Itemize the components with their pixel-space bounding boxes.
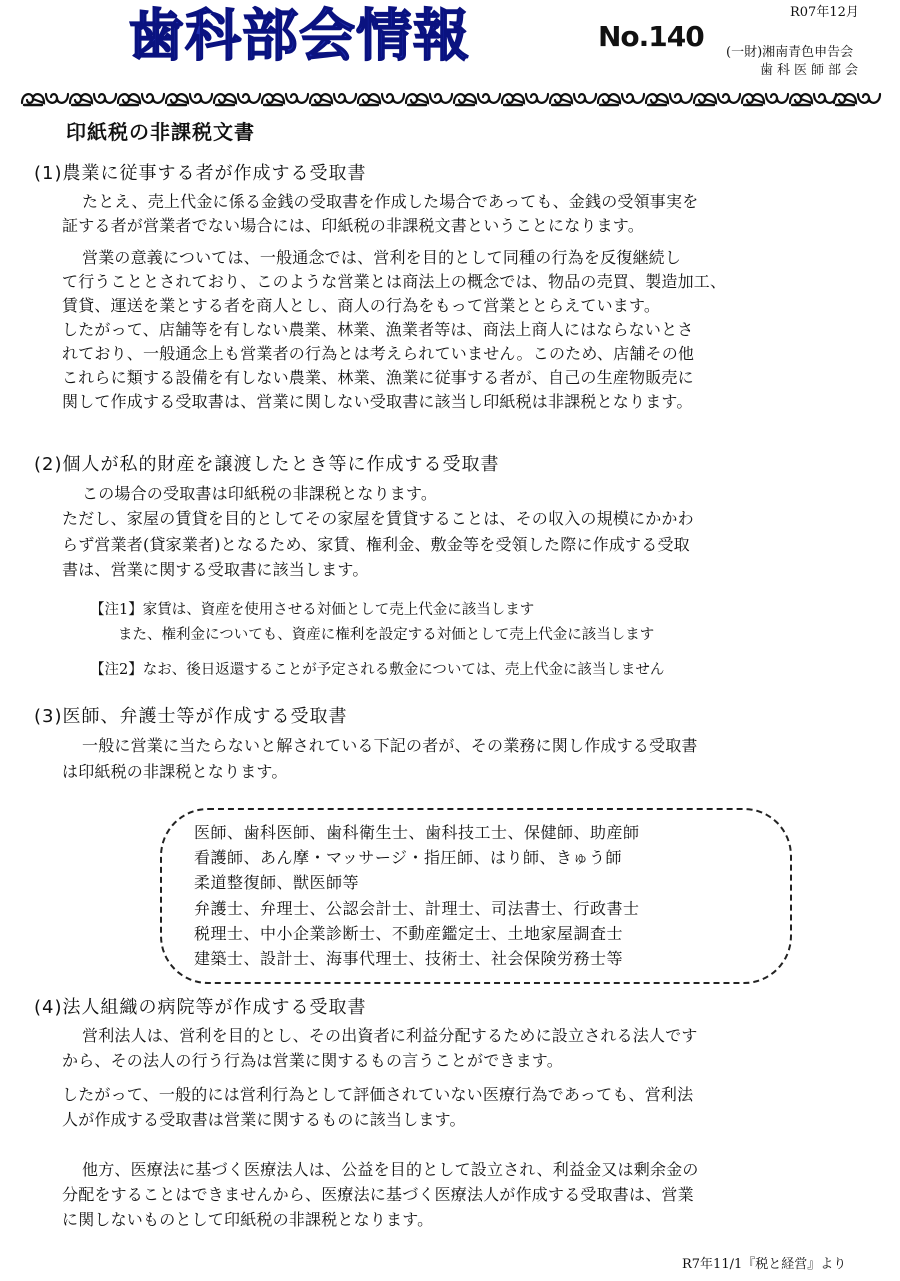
section4-heading: (4)法人組織の病院等が作成する受取書 [34, 997, 367, 1018]
publisher-section: 歯科医師部会 [760, 63, 863, 78]
paragraph-line: 賃貸、運送を業とする者を商人とし、商人の行為をもって営業ととらえています。 [62, 296, 661, 315]
paragraph-line: したがって、店舗等を有しない農業、林業、漁業者等は、商法上商人にはならないとさ [62, 320, 694, 339]
note-2: 【注2】なお、後日返還することが予定される敷金については、売上代金に該当しません [90, 662, 665, 678]
profession-list-line: 税理士、中小企業診断士、不動産鑑定士、土地家屋調査士 [194, 924, 624, 943]
paragraph-line: 証する者が営業者でない場合には、印紙税の非課税文書ということになります。 [62, 216, 644, 235]
issue-number: No.140 [598, 20, 704, 53]
paragraph-line: 営利法人は、営利を目的とし、その出資者に利益分配するために設立される法人です [82, 1026, 698, 1045]
profession-list-line: 弁護士、弁理士、公認会計士、計理士、司法書士、行政書士 [194, 899, 640, 918]
paragraph-line: 営業の意義については、一般通念では、営利を目的として同種の行為を反復継続し [82, 248, 682, 267]
paragraph-line: 書は、営業に関する受取書に該当します。 [62, 560, 369, 579]
paragraph-line: れており、一般通念上も営業者の行為とは考えられていません。このため、店舗その他 [62, 344, 695, 363]
paragraph-line: 関して作成する受取書は、営業に関しない受取書に該当し印紙税は非課税となります。 [62, 392, 693, 411]
source-citation: R7年11/1『税と経営』より [682, 1257, 847, 1272]
section3-heading: (3)医師、弁護士等が作成する受取書 [34, 706, 348, 727]
paragraph-line: は印紙税の非課税となります。 [62, 762, 288, 781]
paragraph-line: これらに類する設備を有しない農業、林業、漁業に従事する者が、自己の生産物販売に [62, 368, 694, 387]
paragraph-line: に関しないものとして印紙税の非課税となります。 [62, 1210, 434, 1229]
masthead-title: 歯科部会情報 [128, 4, 470, 69]
paragraph-line: 他方、医療法に基づく医療法人は、公益を目的として設立され、利益金又は剰余金の [82, 1160, 699, 1179]
paragraph-line: 人が作成する受取書は営業に関するものに該当します。 [62, 1110, 466, 1129]
publisher-name: (一財)湘南青色申告会 [726, 45, 854, 60]
profession-list-line: 医師、歯科医師、歯科衛生士、歯科技工士、保健師、助産師 [194, 823, 640, 842]
paragraph-line: ただし、家屋の賃貸を目的としてその家屋を賃貸することは、その収入の規模にかかわ [62, 509, 694, 528]
paragraph-line: 分配をすることはできませんから、医療法に基づく医療法人が作成する受取書は、営業 [62, 1185, 694, 1204]
section2-heading: (2)個人が私的財産を譲渡したとき等に作成する受取書 [34, 454, 500, 475]
section1-heading: (1)農業に従事する者が作成する受取書 [34, 163, 367, 184]
profession-list-line: 建築士、設計士、海事代理士、技術士、社会保険労務士等 [194, 949, 624, 968]
paragraph-line: したがって、一般的には営利行為として評価されていない医療行為であっても、営利法 [62, 1085, 694, 1104]
decorative-divider [20, 88, 882, 110]
note-1: 【注1】家賃は、資産を使用させる対価として売上代金に該当します [90, 602, 535, 618]
paragraph-line: らず営業者(貸家業者)となるため、家賃、権利金、敷金等を受領した際に作成する受取 [62, 535, 690, 554]
profession-list-line: 看護師、あん摩・マッサージ・指圧師、はり師、きゅう師 [194, 848, 623, 867]
paragraph-line: て行うこととされており、このような営業とは商法上の概念では、物品の売買、製造加工、 [62, 272, 727, 291]
page-title: 印紙税の非課税文書 [66, 120, 255, 144]
paragraph-line: たとえ、売上代金に係る金銭の受取書を作成した場合であっても、金銭の受領事実を [82, 192, 699, 211]
profession-list-line: 柔道整復師、獣医師等 [194, 873, 360, 892]
note-1-continued: また、権利金についても、資産に権利を設定する対価として売上代金に該当します [118, 627, 655, 643]
issue-date: R07年12月 [790, 5, 859, 20]
paragraph-line: この場合の受取書は印紙税の非課税となります。 [82, 484, 438, 503]
paragraph-line: 一般に営業に当たらないと解されている下記の者が、その業務に関し作成する受取書 [82, 736, 698, 755]
paragraph-line: から、その法人の行う行為は営業に関するもの言うことができます。 [62, 1051, 563, 1070]
